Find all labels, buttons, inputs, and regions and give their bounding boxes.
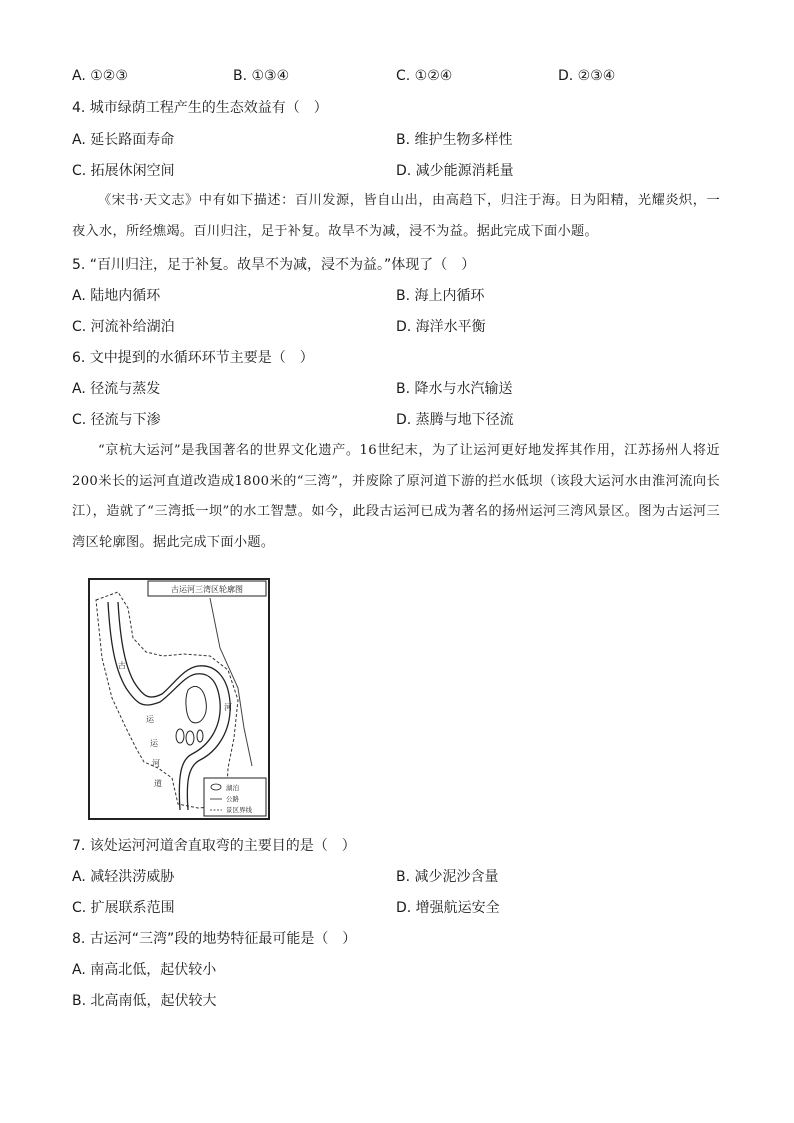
canal-map-figure: [88, 578, 270, 820]
legend-boundary-label: 景区界线: [226, 806, 252, 814]
q5-option-b: B. 海上内循环: [396, 288, 485, 304]
q7-option-c: C. 扩展联系范围: [72, 900, 175, 916]
map-label-he-2: 河: [152, 759, 160, 768]
q4-stem: 4. 城市绿荫工程产生的生态效益有（ ）: [72, 100, 328, 116]
q7-option-a: A. 减轻洪涝威胁: [72, 869, 175, 885]
q8-stem: 8. 古运河“三湾”段的地势特征最可能是（ ）: [72, 931, 357, 947]
q6-option-b: B. 降水与水汽输送: [396, 381, 513, 397]
q5-option-d: D. 海洋水平衡: [396, 319, 486, 335]
q6-stem: 6. 文中提到的水循环环节主要是（ ）: [72, 350, 314, 366]
q8-option-b: B. 北高南低，起伏较大: [72, 993, 217, 1009]
passage-song-shu: 《宋书·天文志》中有如下描述：百川发源，皆自山出，由高趋下，归注于海。日为阳精，光耀炎炽，一夜入水，所经燋竭。百川归注，足于补复。故旱不为减，浸不为益。据此完成下面小题。: [72, 193, 720, 239]
map-title: 古运河三湾区轮廓图: [171, 585, 243, 594]
q7-stem: 7. 该处运河河道舍直取弯的主要目的是（ ）: [72, 838, 356, 854]
map-label-dao: 道: [154, 779, 162, 788]
map-label-gu: 古: [118, 661, 126, 670]
q6-option-c: C. 径流与下渗: [72, 412, 161, 428]
q6-option-d: D. 蒸腾与地下径流: [396, 412, 514, 428]
q4-option-a: A. 延长路面寿命: [72, 132, 175, 148]
q3-option-c: C. ①②④: [396, 68, 453, 84]
q4-option-d: D. 减少能源消耗量: [396, 163, 514, 179]
q3-option-b: B. ①③④: [233, 68, 290, 84]
q4-option-c: C. 拓展休闲空间: [72, 163, 175, 179]
canal-map: [88, 578, 270, 820]
q3-option-d: D. ②③④: [558, 68, 616, 84]
q7-option-b: B. 减少泥沙含量: [396, 869, 499, 885]
q5-option-c: C. 河流补给湖泊: [72, 319, 175, 335]
q6-option-a: A. 径流与蒸发: [72, 381, 161, 397]
map-label-he: 河: [224, 703, 232, 712]
q7-option-d: D. 增强航运安全: [396, 900, 500, 916]
q3-option-a: A. ①②③: [72, 68, 128, 84]
map-label-yun: 运: [146, 715, 154, 724]
map-label-yun-2: 运: [150, 739, 158, 748]
q5-option-a: A. 陆地内循环: [72, 288, 161, 304]
legend-lake-label: 湖泊: [226, 784, 239, 792]
q5-stem: 5. “百川归注，足于补复。故旱不为减，浸不为益。”体现了（ ）: [72, 257, 476, 273]
q4-option-b: B. 维护生物多样性: [396, 132, 513, 148]
passage-grand-canal: “京杭大运河”是我国著名的世界文化遗产。16世纪末，为了让运河更好地发挥其作用，江苏扬州人将近200米长的运河直道改造成1800米的“三湾”，并废除了原河道下游的拦水低坝（该段大运河水由淮河流向长江），造就了“三湾抵一坝”的水工智慧。如今，此段古运河已成为著名的扬州运河三湾风景区。图为古运河三湾区轮廓图。据此完成下面小题。: [72, 443, 720, 550]
legend-road-label: 公路: [226, 795, 239, 803]
q8-option-a: A. 南高北低，起伏较小: [72, 962, 217, 978]
